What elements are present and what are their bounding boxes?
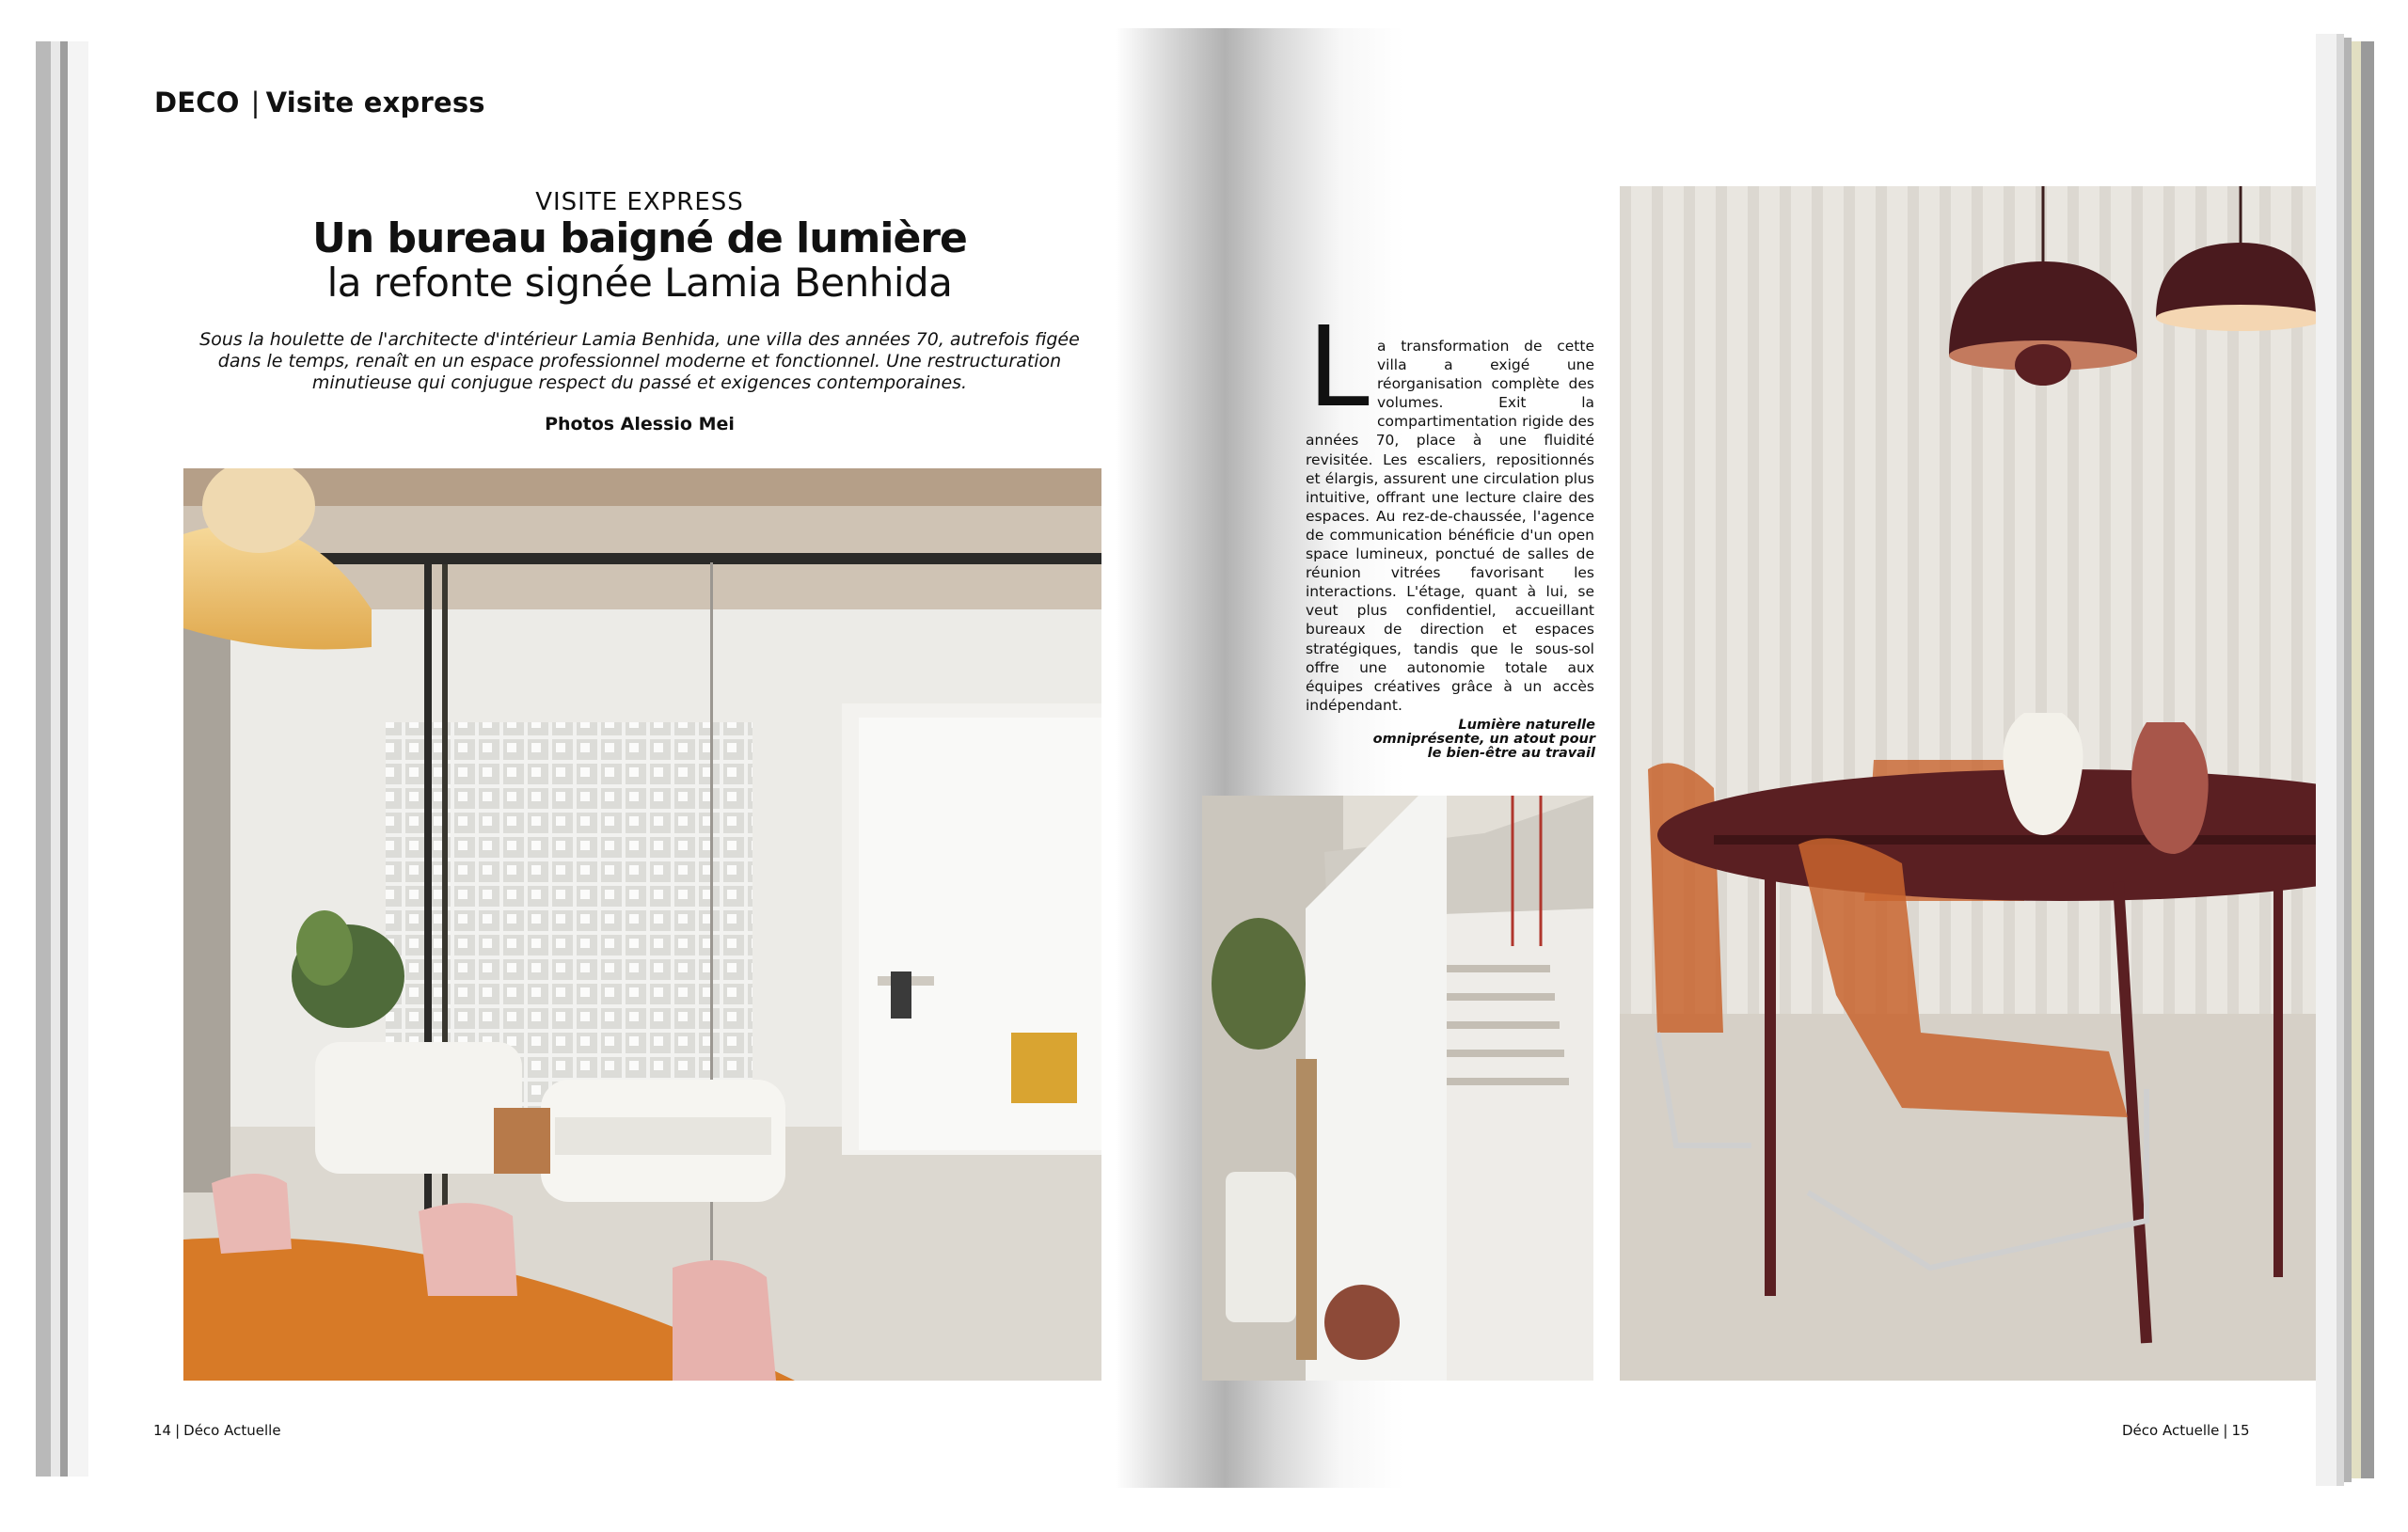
magazine-name: Déco Actuelle xyxy=(183,1422,281,1439)
rubric-separator: | xyxy=(250,87,261,118)
photo-caption: Lumière naturelle omniprésente, un atout pour le bien-être au travail xyxy=(1372,718,1595,761)
page-edge-right xyxy=(2337,34,2344,1486)
magazine-name: Déco Actuelle xyxy=(2122,1422,2220,1439)
folio-left xyxy=(153,1422,281,1439)
rubric-section: DECO xyxy=(154,87,240,118)
dining-room-photo xyxy=(1620,186,2316,1381)
page-number: 15 xyxy=(2231,1422,2250,1439)
page-number: 14 xyxy=(153,1422,172,1439)
section-rubric xyxy=(154,87,485,118)
article-body xyxy=(1306,337,1594,715)
drop-cap: L xyxy=(1307,302,1370,432)
article-kicker: VISITE EXPRESS xyxy=(535,188,744,216)
page-edge-right xyxy=(2361,41,2374,1478)
page-edge-left xyxy=(51,41,60,1477)
page-edge-left xyxy=(60,41,68,1477)
folio-right xyxy=(2122,1422,2250,1439)
office-photo xyxy=(183,468,1101,1381)
rubric-title: Visite express xyxy=(265,87,485,118)
page-edge-left xyxy=(36,41,51,1477)
page-edge-left xyxy=(68,41,88,1477)
body-text: a transformation de cette villa a exigé une réorganisation complète des volumes. Exit la compartimentation rigide des années 70, place à une fluidité revisitée. Les escaliers, repositionnés et élargis, assurent une circulation plus intuitive, offrant une lecture claire des espaces. Au rez-de-chaussée, l'agence de communication bénéficie d'un open space lumineux, ponctué de salles de réunion vitrées favorisant les interactions. L'étage, quant à lui, se veut plus confidentiel, accueillant bureaux de direction et espaces stratégiques, tandis que le sous-sol offre une autonomie totale aux équipes créatives grâce à un accès indépendant. xyxy=(1306,338,1594,714)
article-headline: Un bureau baigné de lumière xyxy=(312,214,967,262)
article-subhead: la refonte signée Lamia Benhida xyxy=(326,260,953,306)
folio-separator: | xyxy=(2223,1422,2228,1439)
staircase-photo xyxy=(1202,796,1593,1381)
article-standfirst: Sous la houlette de l'architecte d'intérieur Lamia Benhida, une villa des années 70, autrefois figée dans le temps, renaît en un espace professionnel moderne et fonctionnel. Une restructuration minutieuse qui conjugue respect du passé et exigences contemporaines. xyxy=(199,329,1080,393)
page-edge-right xyxy=(2352,41,2361,1478)
page-edge-right xyxy=(2344,38,2352,1482)
photo-credit: Photos Alessio Mei xyxy=(545,414,735,434)
folio-separator: | xyxy=(175,1422,181,1439)
page-edge-right xyxy=(2316,34,2337,1486)
